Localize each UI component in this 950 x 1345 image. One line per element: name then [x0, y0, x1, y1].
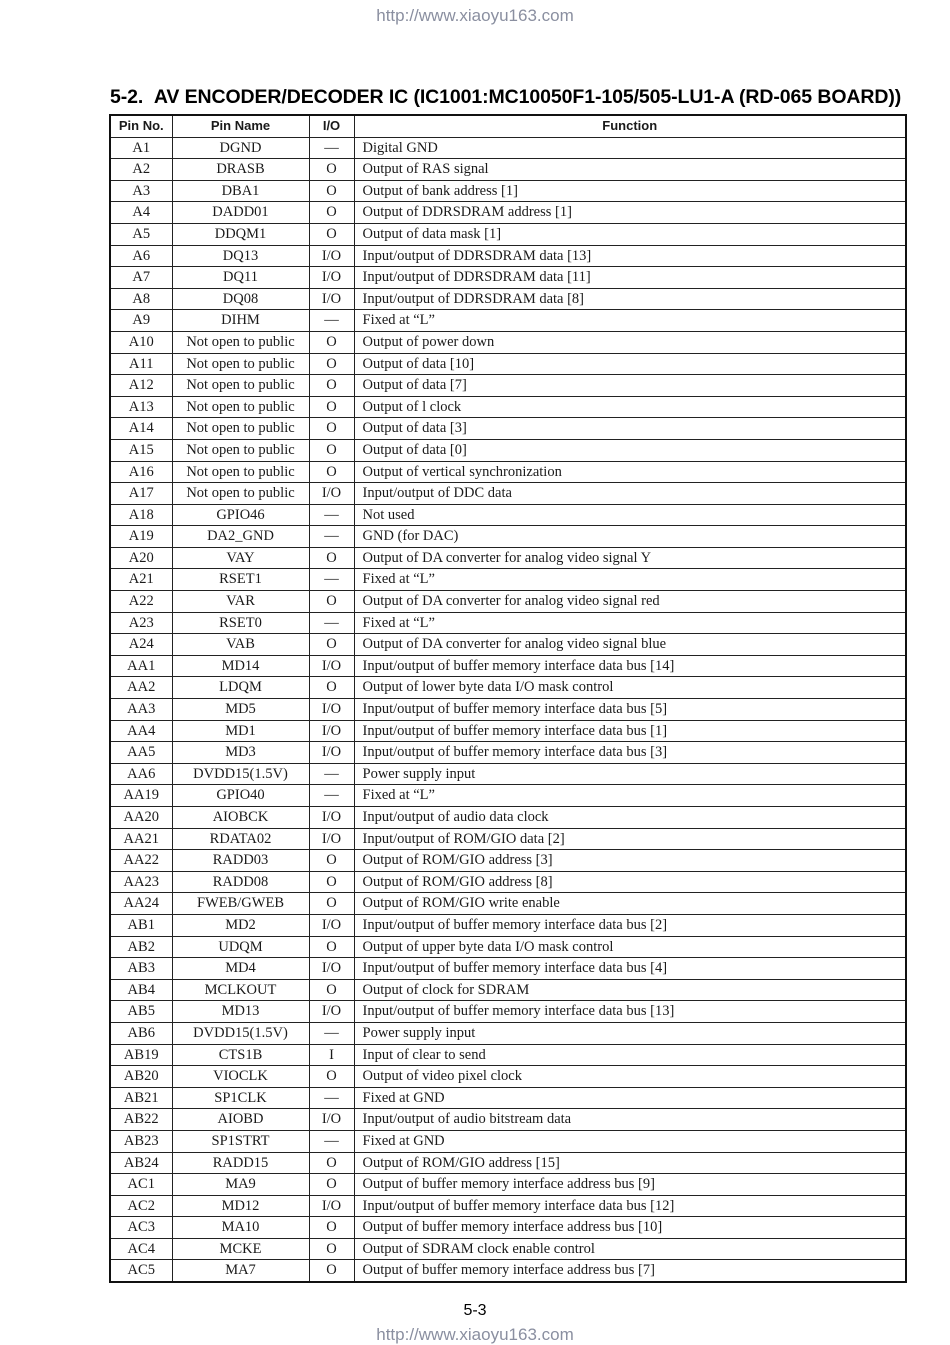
io-cell: I/O	[309, 699, 354, 721]
pin-no-cell: A11	[110, 353, 172, 375]
io-cell: O	[309, 893, 354, 915]
pin-name-cell: MA10	[172, 1217, 309, 1239]
table-row	[110, 1152, 906, 1174]
table-row	[110, 979, 906, 1001]
function-cell: Output of DA converter for analog video signal red	[354, 591, 906, 613]
pin-name-cell: MA7	[172, 1260, 309, 1282]
function-cell: Output of data [10]	[354, 353, 906, 375]
table-row	[110, 958, 906, 980]
function-cell: Output of data [0]	[354, 439, 906, 461]
table-row	[110, 1001, 906, 1023]
function-cell: Not used	[354, 504, 906, 526]
io-cell: O	[309, 396, 354, 418]
io-cell: O	[309, 375, 354, 397]
function-cell: Output of DDRSDRAM address [1]	[354, 202, 906, 224]
pin-no-cell: A20	[110, 547, 172, 569]
pin-no-cell: AC1	[110, 1174, 172, 1196]
pin-name-cell: RADD03	[172, 850, 309, 872]
table-row	[110, 828, 906, 850]
table-row	[110, 1044, 906, 1066]
function-cell: Output of buffer memory interface address bus [9]	[354, 1174, 906, 1196]
pin-name-cell: MD13	[172, 1001, 309, 1023]
pin-no-cell: AB2	[110, 936, 172, 958]
io-cell: I/O	[309, 807, 354, 829]
pin-no-cell: A8	[110, 288, 172, 310]
pin-name-cell: DQ11	[172, 267, 309, 289]
pin-no-cell: A22	[110, 591, 172, 613]
pin-name-cell: Not open to public	[172, 483, 309, 505]
pin-name-cell: GPIO46	[172, 504, 309, 526]
function-cell: Input/output of audio bitstream data	[354, 1109, 906, 1131]
table-row	[110, 353, 906, 375]
pin-name-cell: MD4	[172, 958, 309, 980]
pin-no-cell: A15	[110, 439, 172, 461]
function-cell: Input/output of buffer memory interface data bus [2]	[354, 914, 906, 936]
pin-name-cell: DBA1	[172, 180, 309, 202]
function-cell: Output of ROM/GIO address [3]	[354, 850, 906, 872]
table-row	[110, 850, 906, 872]
pin-no-cell: AA22	[110, 850, 172, 872]
pin-no-cell: A18	[110, 504, 172, 526]
pin-no-cell: A7	[110, 267, 172, 289]
pin-name-cell: AIOBD	[172, 1109, 309, 1131]
io-cell: O	[309, 1066, 354, 1088]
io-cell: I/O	[309, 1109, 354, 1131]
pin-no-cell: A12	[110, 375, 172, 397]
pin-no-cell: AA6	[110, 763, 172, 785]
pin-no-cell: AA21	[110, 828, 172, 850]
io-cell: I/O	[309, 267, 354, 289]
pin-name-cell: SP1CLK	[172, 1087, 309, 1109]
function-cell: Fixed at “L”	[354, 310, 906, 332]
io-cell: I/O	[309, 828, 354, 850]
io-cell: —	[309, 785, 354, 807]
io-cell: O	[309, 547, 354, 569]
function-cell: Input/output of buffer memory interface data bus [3]	[354, 742, 906, 764]
pin-name-cell: Not open to public	[172, 396, 309, 418]
io-cell: I/O	[309, 483, 354, 505]
io-cell: —	[309, 612, 354, 634]
pin-name-cell: RADD15	[172, 1152, 309, 1174]
table-row	[110, 223, 906, 245]
function-cell: Output of data [7]	[354, 375, 906, 397]
function-cell: Output of DA converter for analog video signal Y	[354, 547, 906, 569]
function-cell: Power supply input	[354, 763, 906, 785]
pin-name-cell: CTS1B	[172, 1044, 309, 1066]
pin-name-cell: MCKE	[172, 1238, 309, 1260]
function-cell: Output of DA converter for analog video signal blue	[354, 634, 906, 656]
pin-no-cell: AB4	[110, 979, 172, 1001]
function-cell: Output of clock for SDRAM	[354, 979, 906, 1001]
function-cell: Output of RAS signal	[354, 159, 906, 181]
table-row	[110, 159, 906, 181]
pin-no-cell: AB3	[110, 958, 172, 980]
function-cell: Input/output of buffer memory interface data bus [13]	[354, 1001, 906, 1023]
table-row	[110, 137, 906, 159]
pin-no-cell: A24	[110, 634, 172, 656]
pin-no-cell: AC2	[110, 1195, 172, 1217]
pin-no-cell: AC3	[110, 1217, 172, 1239]
io-cell: —	[309, 310, 354, 332]
table-row	[110, 526, 906, 548]
io-cell: O	[309, 634, 354, 656]
function-cell: GND (for DAC)	[354, 526, 906, 548]
pin-name-cell: DVDD15(1.5V)	[172, 763, 309, 785]
header-function: Function	[354, 115, 906, 137]
pin-name-cell: MA9	[172, 1174, 309, 1196]
pin-no-cell: A9	[110, 310, 172, 332]
table-row	[110, 1238, 906, 1260]
table-row	[110, 483, 906, 505]
pin-name-cell: DQ08	[172, 288, 309, 310]
io-cell: I/O	[309, 1195, 354, 1217]
pin-no-cell: A16	[110, 461, 172, 483]
table-row	[110, 807, 906, 829]
pin-name-cell: MD5	[172, 699, 309, 721]
pin-name-cell: Not open to public	[172, 375, 309, 397]
pin-name-cell: Not open to public	[172, 353, 309, 375]
pin-name-cell: UDQM	[172, 936, 309, 958]
header-pin-name: Pin Name	[172, 115, 309, 137]
pin-no-cell: AB19	[110, 1044, 172, 1066]
table-row	[110, 1087, 906, 1109]
function-cell: Output of l clock	[354, 396, 906, 418]
pin-name-cell: DIHM	[172, 310, 309, 332]
function-cell: Output of buffer memory interface address bus [10]	[354, 1217, 906, 1239]
function-cell: Digital GND	[354, 137, 906, 159]
table-header-row	[110, 115, 906, 137]
pin-no-cell: A4	[110, 202, 172, 224]
function-cell: Input/output of DDRSDRAM data [11]	[354, 267, 906, 289]
pin-no-cell: A10	[110, 331, 172, 353]
pin-name-cell: DQ13	[172, 245, 309, 267]
io-cell: —	[309, 137, 354, 159]
pin-no-cell: AA3	[110, 699, 172, 721]
pin-no-cell: AA4	[110, 720, 172, 742]
table-row	[110, 202, 906, 224]
pin-no-cell: A6	[110, 245, 172, 267]
table-row	[110, 612, 906, 634]
table-row	[110, 936, 906, 958]
io-cell: I	[309, 1044, 354, 1066]
header-pin-no: Pin No.	[110, 115, 172, 137]
pin-name-cell: FWEB/GWEB	[172, 893, 309, 915]
table-row	[110, 1066, 906, 1088]
function-cell: Input/output of DDRSDRAM data [8]	[354, 288, 906, 310]
pin-function-table	[109, 114, 907, 1283]
function-cell: Output of vertical synchronization	[354, 461, 906, 483]
io-cell: O	[309, 591, 354, 613]
table-row	[110, 1109, 906, 1131]
io-cell: O	[309, 677, 354, 699]
pin-no-cell: A21	[110, 569, 172, 591]
pin-no-cell: AA5	[110, 742, 172, 764]
pin-name-cell: MCLKOUT	[172, 979, 309, 1001]
table-row	[110, 331, 906, 353]
pin-name-cell: RADD08	[172, 871, 309, 893]
table-row	[110, 720, 906, 742]
table-row	[110, 461, 906, 483]
table-row	[110, 288, 906, 310]
table-row	[110, 742, 906, 764]
io-cell: O	[309, 1152, 354, 1174]
pin-no-cell: AA24	[110, 893, 172, 915]
table-row	[110, 763, 906, 785]
pin-no-cell: AB1	[110, 914, 172, 936]
function-cell: Input/output of buffer memory interface data bus [5]	[354, 699, 906, 721]
table-row	[110, 439, 906, 461]
pin-no-cell: AC4	[110, 1238, 172, 1260]
io-cell: O	[309, 331, 354, 353]
pin-name-cell: DRASB	[172, 159, 309, 181]
io-cell: I/O	[309, 245, 354, 267]
io-cell: O	[309, 353, 354, 375]
pin-name-cell: Not open to public	[172, 461, 309, 483]
pin-name-cell: DVDD15(1.5V)	[172, 1022, 309, 1044]
function-cell: Output of video pixel clock	[354, 1066, 906, 1088]
table-row	[110, 310, 906, 332]
function-cell: Input/output of DDC data	[354, 483, 906, 505]
io-cell: I/O	[309, 742, 354, 764]
function-cell: Output of buffer memory interface address bus [7]	[354, 1260, 906, 1282]
pin-no-cell: AB23	[110, 1130, 172, 1152]
io-cell: O	[309, 871, 354, 893]
pin-no-cell: A19	[110, 526, 172, 548]
table-row	[110, 1217, 906, 1239]
table-row	[110, 245, 906, 267]
function-cell: Input/output of DDRSDRAM data [13]	[354, 245, 906, 267]
pin-name-cell: LDQM	[172, 677, 309, 699]
table-row	[110, 267, 906, 289]
pin-no-cell: AA1	[110, 655, 172, 677]
io-cell: O	[309, 159, 354, 181]
pin-no-cell: AB20	[110, 1066, 172, 1088]
io-cell: O	[309, 1217, 354, 1239]
table-row	[110, 504, 906, 526]
pin-name-cell: MD3	[172, 742, 309, 764]
pin-no-cell: A17	[110, 483, 172, 505]
table-row	[110, 591, 906, 613]
pin-name-cell: SP1STRT	[172, 1130, 309, 1152]
table-row	[110, 1195, 906, 1217]
io-cell: O	[309, 202, 354, 224]
pin-no-cell: A14	[110, 418, 172, 440]
pin-name-cell: RDATA02	[172, 828, 309, 850]
pin-no-cell: A5	[110, 223, 172, 245]
pin-name-cell: GPIO40	[172, 785, 309, 807]
function-cell: Output of bank address [1]	[354, 180, 906, 202]
table-row	[110, 914, 906, 936]
io-cell: O	[309, 461, 354, 483]
function-cell: Output of ROM/GIO address [8]	[354, 871, 906, 893]
io-cell: O	[309, 223, 354, 245]
pin-no-cell: A3	[110, 180, 172, 202]
page-number: 5-3	[463, 1302, 487, 1319]
pin-name-cell: VIOCLK	[172, 1066, 309, 1088]
pin-name-cell: MD1	[172, 720, 309, 742]
table-row	[110, 1174, 906, 1196]
io-cell: O	[309, 1238, 354, 1260]
pin-no-cell: AB24	[110, 1152, 172, 1174]
pin-no-cell: AB6	[110, 1022, 172, 1044]
function-cell: Fixed at “L”	[354, 569, 906, 591]
io-cell: I/O	[309, 720, 354, 742]
io-cell: I/O	[309, 914, 354, 936]
pin-no-cell: A23	[110, 612, 172, 634]
pin-no-cell: AB21	[110, 1087, 172, 1109]
io-cell: —	[309, 763, 354, 785]
pin-name-cell: AIOBCK	[172, 807, 309, 829]
io-cell: —	[309, 504, 354, 526]
pin-name-cell: VAR	[172, 591, 309, 613]
function-cell: Fixed at “L”	[354, 785, 906, 807]
io-cell: I/O	[309, 958, 354, 980]
table-row	[110, 655, 906, 677]
function-cell: Fixed at “L”	[354, 612, 906, 634]
pin-name-cell: RSET0	[172, 612, 309, 634]
pin-no-cell: AB22	[110, 1109, 172, 1131]
header-io: I/O	[309, 115, 354, 137]
pin-name-cell: VAY	[172, 547, 309, 569]
table-row	[110, 785, 906, 807]
pin-name-cell: MD12	[172, 1195, 309, 1217]
pin-no-cell: AA2	[110, 677, 172, 699]
io-cell: —	[309, 526, 354, 548]
function-cell: Output of upper byte data I/O mask control	[354, 936, 906, 958]
table-row	[110, 1130, 906, 1152]
pin-no-cell: A1	[110, 137, 172, 159]
table-row	[110, 396, 906, 418]
function-cell: Input/output of buffer memory interface data bus [1]	[354, 720, 906, 742]
io-cell: O	[309, 439, 354, 461]
function-cell: Output of data mask [1]	[354, 223, 906, 245]
pin-name-cell: DGND	[172, 137, 309, 159]
io-cell: O	[309, 180, 354, 202]
function-cell: Input/output of buffer memory interface data bus [14]	[354, 655, 906, 677]
function-cell: Input of clear to send	[354, 1044, 906, 1066]
io-cell: O	[309, 1174, 354, 1196]
io-cell: —	[309, 569, 354, 591]
table-row	[110, 699, 906, 721]
function-cell: Fixed at GND	[354, 1087, 906, 1109]
io-cell: O	[309, 1260, 354, 1282]
table-row	[110, 547, 906, 569]
function-cell: Output of power down	[354, 331, 906, 353]
function-cell: Input/output of buffer memory interface data bus [4]	[354, 958, 906, 980]
pin-no-cell: AA19	[110, 785, 172, 807]
function-cell: Output of lower byte data I/O mask control	[354, 677, 906, 699]
function-cell: Fixed at GND	[354, 1130, 906, 1152]
function-cell: Input/output of audio data clock	[354, 807, 906, 829]
function-cell: Input/output of ROM/GIO data [2]	[354, 828, 906, 850]
pin-name-cell: Not open to public	[172, 439, 309, 461]
function-cell: Input/output of buffer memory interface data bus [12]	[354, 1195, 906, 1217]
table-row	[110, 375, 906, 397]
io-cell: O	[309, 979, 354, 1001]
table-row	[110, 1022, 906, 1044]
function-cell: Output of ROM/GIO write enable	[354, 893, 906, 915]
io-cell: I/O	[309, 288, 354, 310]
pin-name-cell: DDQM1	[172, 223, 309, 245]
header-url[interactable]: http://www.xiaoyu163.com	[376, 6, 574, 25]
pin-name-cell: MD2	[172, 914, 309, 936]
table-row	[110, 893, 906, 915]
pin-name-cell: MD14	[172, 655, 309, 677]
io-cell: O	[309, 936, 354, 958]
io-cell: —	[309, 1022, 354, 1044]
io-cell: O	[309, 850, 354, 872]
pin-no-cell: AB5	[110, 1001, 172, 1023]
io-cell: —	[309, 1130, 354, 1152]
pin-name-cell: RSET1	[172, 569, 309, 591]
pin-name-cell: DA2_GND	[172, 526, 309, 548]
function-cell: Output of data [3]	[354, 418, 906, 440]
section-title: 5-2. AV ENCODER/DECODER IC (IC1001:MC10050F1-105/505-LU1-A (RD-065 BOARD))	[110, 86, 902, 108]
pin-no-cell: AA23	[110, 871, 172, 893]
pin-name-cell: Not open to public	[172, 331, 309, 353]
table-row	[110, 1260, 906, 1282]
function-cell: Output of SDRAM clock enable control	[354, 1238, 906, 1260]
pin-no-cell: A13	[110, 396, 172, 418]
pin-no-cell: AA20	[110, 807, 172, 829]
io-cell: —	[309, 1087, 354, 1109]
pin-no-cell: AC5	[110, 1260, 172, 1282]
footer-url[interactable]: http://www.xiaoyu163.com	[376, 1325, 574, 1344]
function-cell: Output of ROM/GIO address [15]	[354, 1152, 906, 1174]
io-cell: O	[309, 418, 354, 440]
table-row	[110, 180, 906, 202]
pin-no-cell: A2	[110, 159, 172, 181]
io-cell: I/O	[309, 1001, 354, 1023]
pin-name-cell: DADD01	[172, 202, 309, 224]
table-row	[110, 569, 906, 591]
function-cell: Power supply input	[354, 1022, 906, 1044]
pin-name-cell: Not open to public	[172, 418, 309, 440]
table-row	[110, 418, 906, 440]
pin-name-cell: VAB	[172, 634, 309, 656]
table-row	[110, 634, 906, 656]
table-row	[110, 677, 906, 699]
io-cell: I/O	[309, 655, 354, 677]
table-row	[110, 871, 906, 893]
